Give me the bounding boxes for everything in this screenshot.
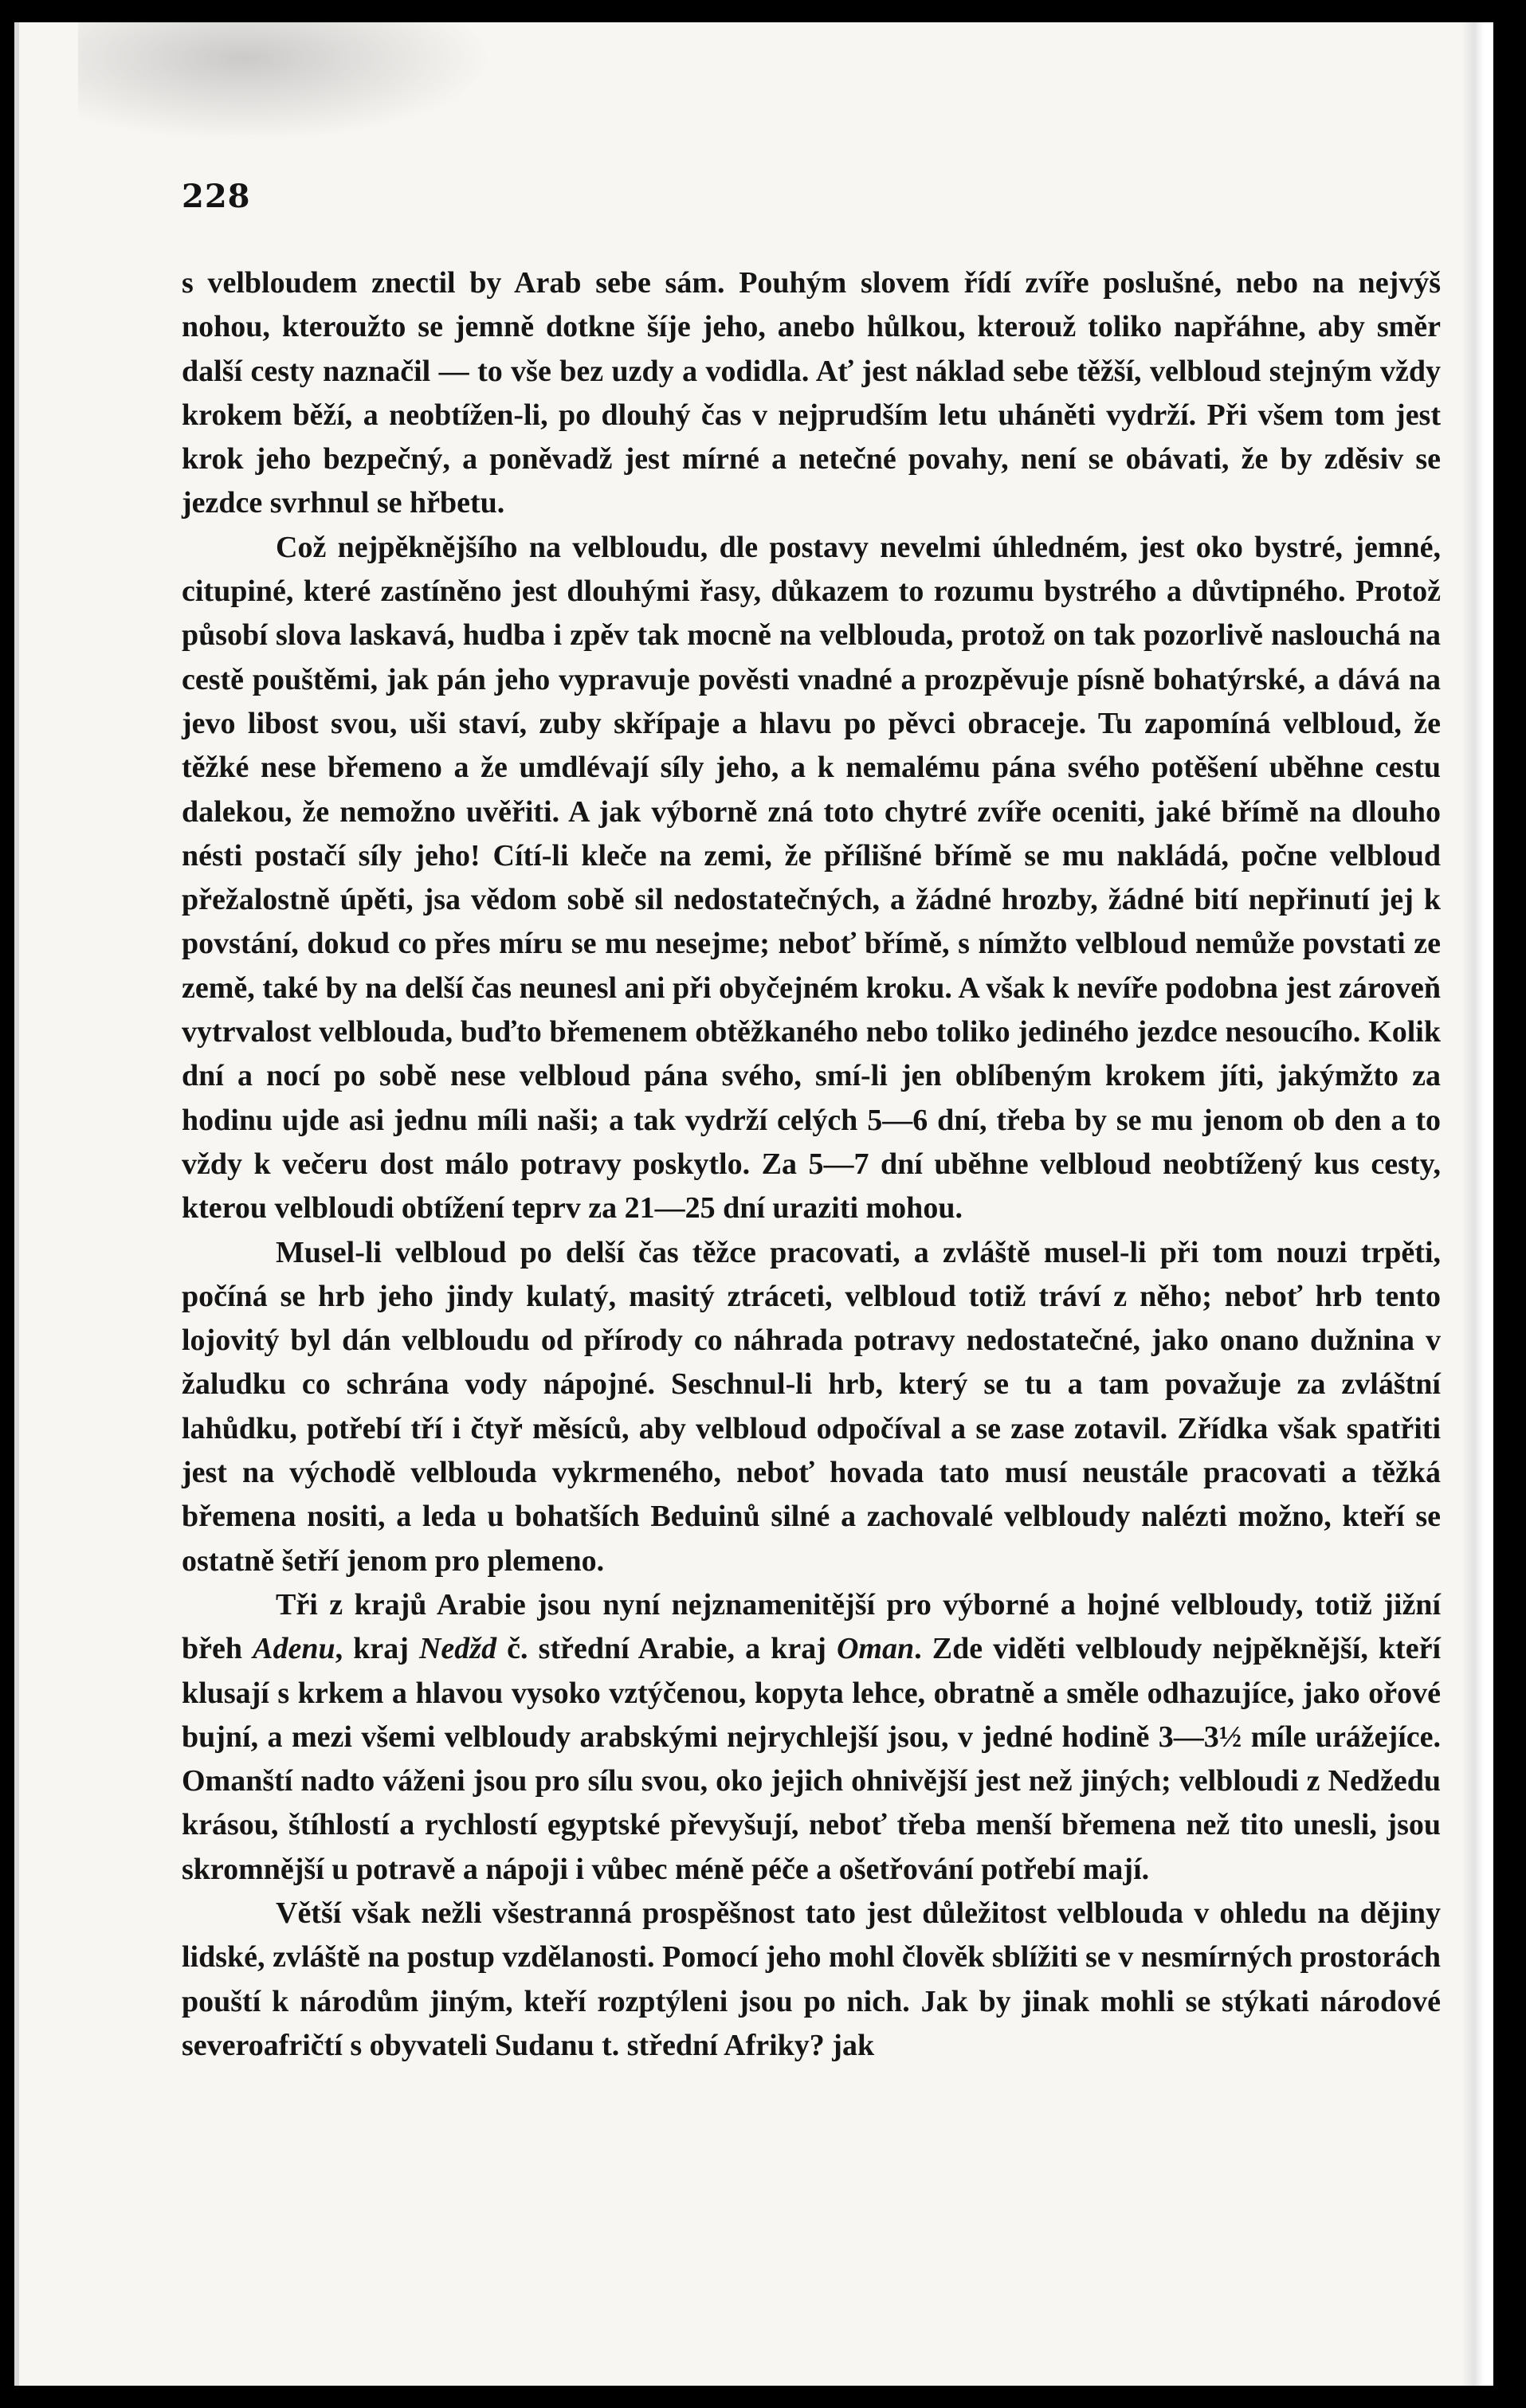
page-number: 228	[182, 178, 251, 215]
paragraph-text: Tři z krajů Arabie jsou nyní nejznamenitější pro výborné a hojné velbloudy, totiž jižní břeh	[182, 1587, 1441, 1666]
paragraph	[182, 1583, 1441, 1892]
paragraph-text: Což nejpěknějšího na velbloudu, dle postavy nevelmi úhledném, jest oko bystré, jemné, citupiné, které zastíněno jest dlouhými řasy, důkazem to rozumu bystrého a důvtipného. Protož působí slova laskavá, hudba i zpěv tak mocně na velblouda, protož on tak pozorlivě naslouchá na cestě pouštěmi, jak pán jeho vypravuje pověsti vnadné a prozpěvuje písně bohatýrské, a dává na jevo libost svou, uši staví, zuby skřípaje a hlavu po pěvci obraceje. Tu zapomíná velbloud, že těžké nese břemeno a že umdlévají síly jeho, a k nemalému pána svého potěšení uběhne cestu dalekou, že nemožno uvěřiti. A jak výborně zná toto chytré zvíře oceniti, jaké břímě na dlouho nésti postačí síly jeho! Cítí-li kleče na zemi, že přílišné břímě se mu nakládá, počne velbloud přežalostně úpěti, jsa vědom sobě sil nedostatečných, a žádné hrozby, žádné bití nepřinutí jej k povstání, dokud co přes míru se mu nesejme; neboť břímě, s nímžto velbloud nemůže povstati ze země, také by na delší čas neunesl ani při obyčejném kroku. A však k nevíře podobna jest zároveň vytrvalost velblouda, buďto břemenem obtěžkaného nebo toliko jediného jezdce nesoucího. Kolik dní a nocí po sobě nese velbloud pána svého, smí-li jen oblíbeným krokem jíti, jakýmžto za hodinu ujde asi jednu míli naši; a tak vydrží celých 5—6 dní, třeba by se mu jenom ob den a to vždy k večeru dost málo potravy poskytlo. Za 5—7 dní uběhne velbloud neobtížený kus cesty, kterou velbloudi obtížení teprv za 21—25 dní uraziti mohou.	[182, 530, 1441, 1226]
paragraph	[182, 261, 1441, 526]
body-text	[182, 261, 1441, 2068]
page-edge	[1461, 22, 1493, 2386]
paragraph-text: Musel-li velbloud po delší čas těžce pracovati, a zvláště musel-li při tom nouzi trpěti, počíná se hrb jeho jindy kulatý, masitý ztráceti, velbloud totiž tráví z něho; neboť hrb tento lojovitý byl dán velbloudu od přírody co náhrada potravy nedostatečné, jako onano dužnina v žaludku co schrána vody nápojné. Seschnul-li hrb, který se tu a tam považuje za zvláštní lahůdku, potřebí tří i čtyř měsíců, aby velbloud odpočíval a se zase zotavil. Zřídka však spatřiti jest na východě velblouda vykrmeného, neboť hovada tato musí neustále pracovati a těžká břemena nositi, a leda u bohatších Beduinů silné a zachovalé velbloudy nalézti možno, kteří se ostatně šetří jenom pro plemeno.	[182, 1235, 1441, 1578]
paragraph-text: , kraj	[335, 1632, 419, 1666]
italic-text: Nedžd	[418, 1632, 497, 1666]
paragraph-text: s velbloudem znectil by Arab sebe sám. Pouhým slovem řídí zvíře poslušné, nebo na nejvýš nohou, kteroužto se jemně dotkne šíje jeho, anebo hůlkou, kterouž toliko napřáhne, aby směr další cesty naznačil — to vše bez uzdy a vodidla. Ať jest náklad sebe těžší, velbloud stejným vždy krokem běží, a neobtížen-li, po dlouhý čas v nejprudším letu uháněti vydrží. Při všem tom jest krok jeho bezpečný, a poněvadž jest mírné a netečné povahy, není se obávati, že by zděsiv se jezdce svrhnul se hřbetu.	[182, 266, 1441, 520]
book-page	[14, 22, 1493, 2386]
paragraph-text: . Zde viděti velbloudy nejpěknější, kteří klusají s krkem a hlavou vysoko vztýčenou, kopyta lehce, obratně a směle odhazujíce, jako ořové bujní, a mezi všemi velbloudy arabskými nejrychlejší jsou, v jedné hodině 3—3½ míle urážejíce. Omanští nadto váženi jsou pro sílu svou, oko jejich ohnivější jest než jiných; velbloudi z Nedžedu krásou, štíhlostí a rychlostí egyptské převyšují, neboť třeba menší břemena než tito unesli, jsou skromnější u potravě a nápoji i vůbec méně péče a ošetřování potřebí mají.	[182, 1632, 1442, 1886]
paragraph	[182, 526, 1441, 1231]
italic-text: Oman	[836, 1632, 915, 1666]
page-smudge	[78, 22, 492, 142]
paragraph-text: č. střední Arabie, a kraj	[496, 1632, 837, 1666]
paragraph	[182, 1231, 1441, 1583]
paragraph	[182, 1892, 1441, 2068]
paragraph-text: Větší však nežli všestranná prospěšnost tato jest důležitost velblouda v ohledu na dějiny lidské, zvláště na postup vzdělanosti. Pomocí jeho mohl člověk sblížiti se v nesmírných prostorách pouští k národům jiným, kteří rozptýleni jsou po nich. Jak by jinak mohli se stýkati národové severoafričtí s obyvateli Sudanu t. střední Afriky? jak	[182, 1896, 1441, 2062]
italic-text: Adenu	[253, 1632, 335, 1666]
